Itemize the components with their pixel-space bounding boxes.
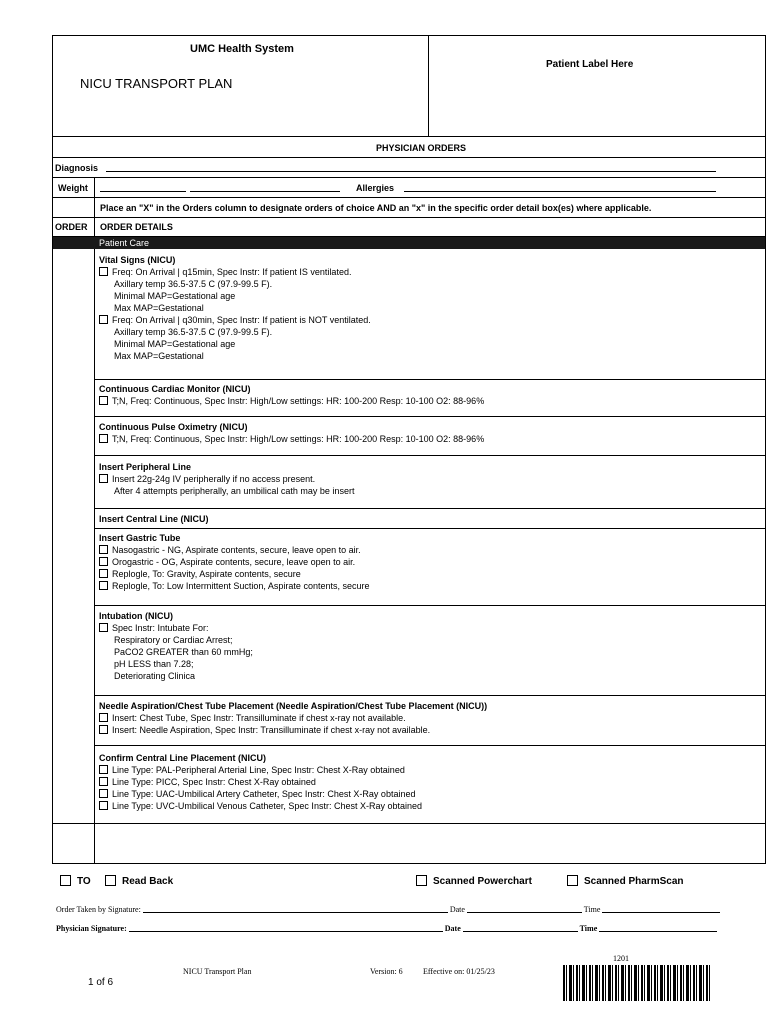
gastric-title: Insert Gastric Tube xyxy=(99,533,181,543)
order-taken-time-field[interactable] xyxy=(602,904,720,913)
scanned-pharmscan-checkbox[interactable] xyxy=(567,875,578,886)
pulse-oximetry-order xyxy=(99,421,484,445)
instruction-text: Place an "X" in the Orders column to designate orders of choice AND an "x" in the specific order detail box(es) where applicable. xyxy=(100,203,652,213)
vital-q15-label: Freq: On Arrival | q15min, Spec Instr: If patient IS ventilated. xyxy=(112,267,352,277)
cardiac-checkbox[interactable] xyxy=(99,396,108,405)
picc-label: Line Type: PICC, Spec Instr: Chest X-Ray obtained xyxy=(112,777,316,787)
chest-tube-label: Insert: Chest Tube, Spec Instr: Transilluminate if chest x-ray not available. xyxy=(112,713,406,723)
physician-sig-row xyxy=(56,923,717,933)
uac-label: Line Type: UAC-Umbilical Artery Catheter, Spec Instr: Chest X-Ray obtained xyxy=(112,789,416,799)
pulseox-checkbox[interactable] xyxy=(99,434,108,443)
intubation-detail: pH LESS than 7.28; xyxy=(114,659,194,669)
footer-doc-name: NICU Transport Plan xyxy=(183,967,252,976)
pal-label: Line Type: PAL-Peripheral Arterial Line, Spec Instr: Chest X-Ray obtained xyxy=(112,765,405,775)
intubation-label: Spec Instr: Intubate For: xyxy=(112,623,209,633)
vital-q15-detail: Minimal MAP=Gestational age xyxy=(114,291,236,301)
intubation-checkbox[interactable] xyxy=(99,623,108,632)
uvc-label: Line Type: UVC-Umbilical Venous Catheter, Spec Instr: Chest X-Ray obtained xyxy=(112,801,422,811)
order-taken-date-field[interactable] xyxy=(467,904,582,913)
peripheral-title: Insert Peripheral Line xyxy=(99,462,192,472)
to-option xyxy=(60,875,91,887)
peripheral-checkbox[interactable] xyxy=(99,474,108,483)
read-back-option xyxy=(105,875,173,887)
vital-q15-detail: Max MAP=Gestational xyxy=(114,303,204,313)
peripheral-line-order xyxy=(99,461,354,497)
scanned-pharmscan-option xyxy=(567,875,683,887)
pulseox-label: T;N, Freq: Continuous, Spec Instr: High/Low settings: HR: 100-200 Resp: 10-100 O2: 88-96% xyxy=(112,434,485,444)
physician-sig-label: Physician Signature: xyxy=(56,924,127,933)
peripheral-label: Insert 22g-24g IV peripherally if no access present. xyxy=(112,474,316,484)
order-taken-time-label: Time xyxy=(583,905,601,914)
intubation-detail: Respiratory or Cardiac Arrest; xyxy=(114,635,233,645)
barcode-number: 1201 xyxy=(613,954,629,963)
central-title: Insert Central Line (NICU) xyxy=(99,514,209,524)
weight-label: Weight xyxy=(58,183,88,193)
vital-signs-title: Vital Signs (NICU) xyxy=(99,255,176,265)
intubation-detail: PaCO2 GREATER than 60 mmHg; xyxy=(114,647,253,657)
intubation-title: Intubation (NICU) xyxy=(99,611,173,621)
vital-q30-detail: Max MAP=Gestational xyxy=(114,351,204,361)
to-label: TO xyxy=(77,876,91,887)
confirm-title: Confirm Central Line Placement (NICU) xyxy=(99,753,267,763)
read-back-checkbox[interactable] xyxy=(105,875,116,886)
chest-tube-checkbox[interactable] xyxy=(99,713,108,722)
vital-q15-detail: Axillary temp 36.5-37.5 C (97.9-99.5 F). xyxy=(114,279,273,289)
gastric-replogle-gravity-label: Replogle, To: Gravity, Aspirate contents, secure xyxy=(112,569,301,579)
picc-checkbox[interactable] xyxy=(99,777,108,786)
central-line-order xyxy=(99,513,209,525)
physician-time-field[interactable] xyxy=(599,923,717,932)
gastric-ng-checkbox[interactable] xyxy=(99,545,108,554)
vital-q30-label: Freq: On Arrival | q30min, Spec Instr: If patient is NOT ventilated. xyxy=(112,315,371,325)
needle-title: Needle Aspiration/Chest Tube Placement (Needle Aspiration/Chest Tube Placement (NICU)) xyxy=(99,701,488,711)
vital-q30-detail: Minimal MAP=Gestational age xyxy=(114,339,236,349)
physician-time-label: Time xyxy=(579,924,598,933)
read-back-label: Read Back xyxy=(122,876,174,887)
intubation-detail: Deteriorating Clinica xyxy=(114,671,196,681)
scanned-powerchart-checkbox[interactable] xyxy=(416,875,427,886)
gastric-ng-label: Nasogastric - NG, Aspirate contents, secure, leave open to air. xyxy=(112,545,361,555)
order-taken-label: Order Taken by Signature: xyxy=(56,905,141,914)
vital-q30-detail: Axillary temp 36.5-37.5 C (97.9-99.5 F). xyxy=(114,327,273,337)
pulseox-title: Continuous Pulse Oximetry (NICU) xyxy=(99,422,248,432)
gastric-replogle-suction-label: Replogle, To: Low Intermittent Suction, Aspirate contents, secure xyxy=(112,581,370,591)
needle-aspiration-order xyxy=(99,700,487,736)
uac-checkbox[interactable] xyxy=(99,789,108,798)
category-label: Patient Care xyxy=(99,238,150,248)
gastric-replogle-gravity-checkbox[interactable] xyxy=(99,569,108,578)
intubation-order xyxy=(99,610,253,682)
footer-effective: Effective on: 01/25/23 xyxy=(423,967,495,976)
weight-field-2[interactable] xyxy=(190,191,340,192)
footer-version: Version: 6 xyxy=(370,967,403,976)
category-bar xyxy=(53,237,765,249)
barcode-image xyxy=(563,965,711,1001)
scanned-pharmscan-label: Scanned PharmScan xyxy=(584,876,684,887)
vital-q15-checkbox[interactable] xyxy=(99,267,108,276)
confirm-central-line-order xyxy=(99,752,422,812)
gastric-og-label: Orogastric - OG, Aspirate contents, secure, leave open to air. xyxy=(112,557,356,567)
cardiac-title: Continuous Cardiac Monitor (NICU) xyxy=(99,384,251,394)
order-taken-signature-field[interactable] xyxy=(143,904,448,913)
physician-date-label: Date xyxy=(444,924,461,933)
allergies-label: Allergies xyxy=(356,183,395,193)
peripheral-detail: After 4 attempts peripherally, an umbilical cath may be insert xyxy=(114,486,355,496)
physician-signature-field[interactable] xyxy=(129,923,443,932)
col-details: ORDER DETAILS xyxy=(100,222,173,232)
gastric-tube-order xyxy=(99,532,369,592)
scanned-powerchart-option xyxy=(416,875,532,887)
diagnosis-label: Diagnosis xyxy=(55,163,99,173)
page-number: 1 of 6 xyxy=(88,977,114,988)
org-name: UMC Health System xyxy=(190,43,294,55)
vital-signs-order xyxy=(99,254,371,362)
page-title: NICU TRANSPORT PLAN xyxy=(80,76,233,91)
order-taken-date-label: Date xyxy=(449,905,465,914)
needle-aspiration-checkbox[interactable] xyxy=(99,725,108,734)
gastric-og-checkbox[interactable] xyxy=(99,557,108,566)
cardiac-label: T;N, Freq: Continuous, Spec Instr: High/Low settings: HR: 100-200 Resp: 10-100 O2: 88-96% xyxy=(112,396,485,406)
uvc-checkbox[interactable] xyxy=(99,801,108,810)
allergies-field[interactable] xyxy=(404,191,716,192)
scanned-powerchart-label: Scanned Powerchart xyxy=(433,876,532,887)
needle-aspiration-label: Insert: Needle Aspiration, Spec Instr: Transilluminate if chest x-ray not available. xyxy=(112,725,431,735)
col-order: ORDER xyxy=(55,222,88,232)
gastric-replogle-suction-checkbox[interactable] xyxy=(99,581,108,590)
patient-label: Patient Label Here xyxy=(546,59,634,70)
physician-date-field[interactable] xyxy=(463,923,578,932)
order-taken-row xyxy=(56,904,720,914)
weight-field[interactable] xyxy=(100,191,186,192)
pal-checkbox[interactable] xyxy=(99,765,108,774)
cardiac-monitor-order xyxy=(99,383,484,407)
diagnosis-field[interactable] xyxy=(106,171,716,172)
section-title: PHYSICIAN ORDERS xyxy=(376,143,467,153)
to-checkbox[interactable] xyxy=(60,875,71,886)
vital-q30-checkbox[interactable] xyxy=(99,315,108,324)
